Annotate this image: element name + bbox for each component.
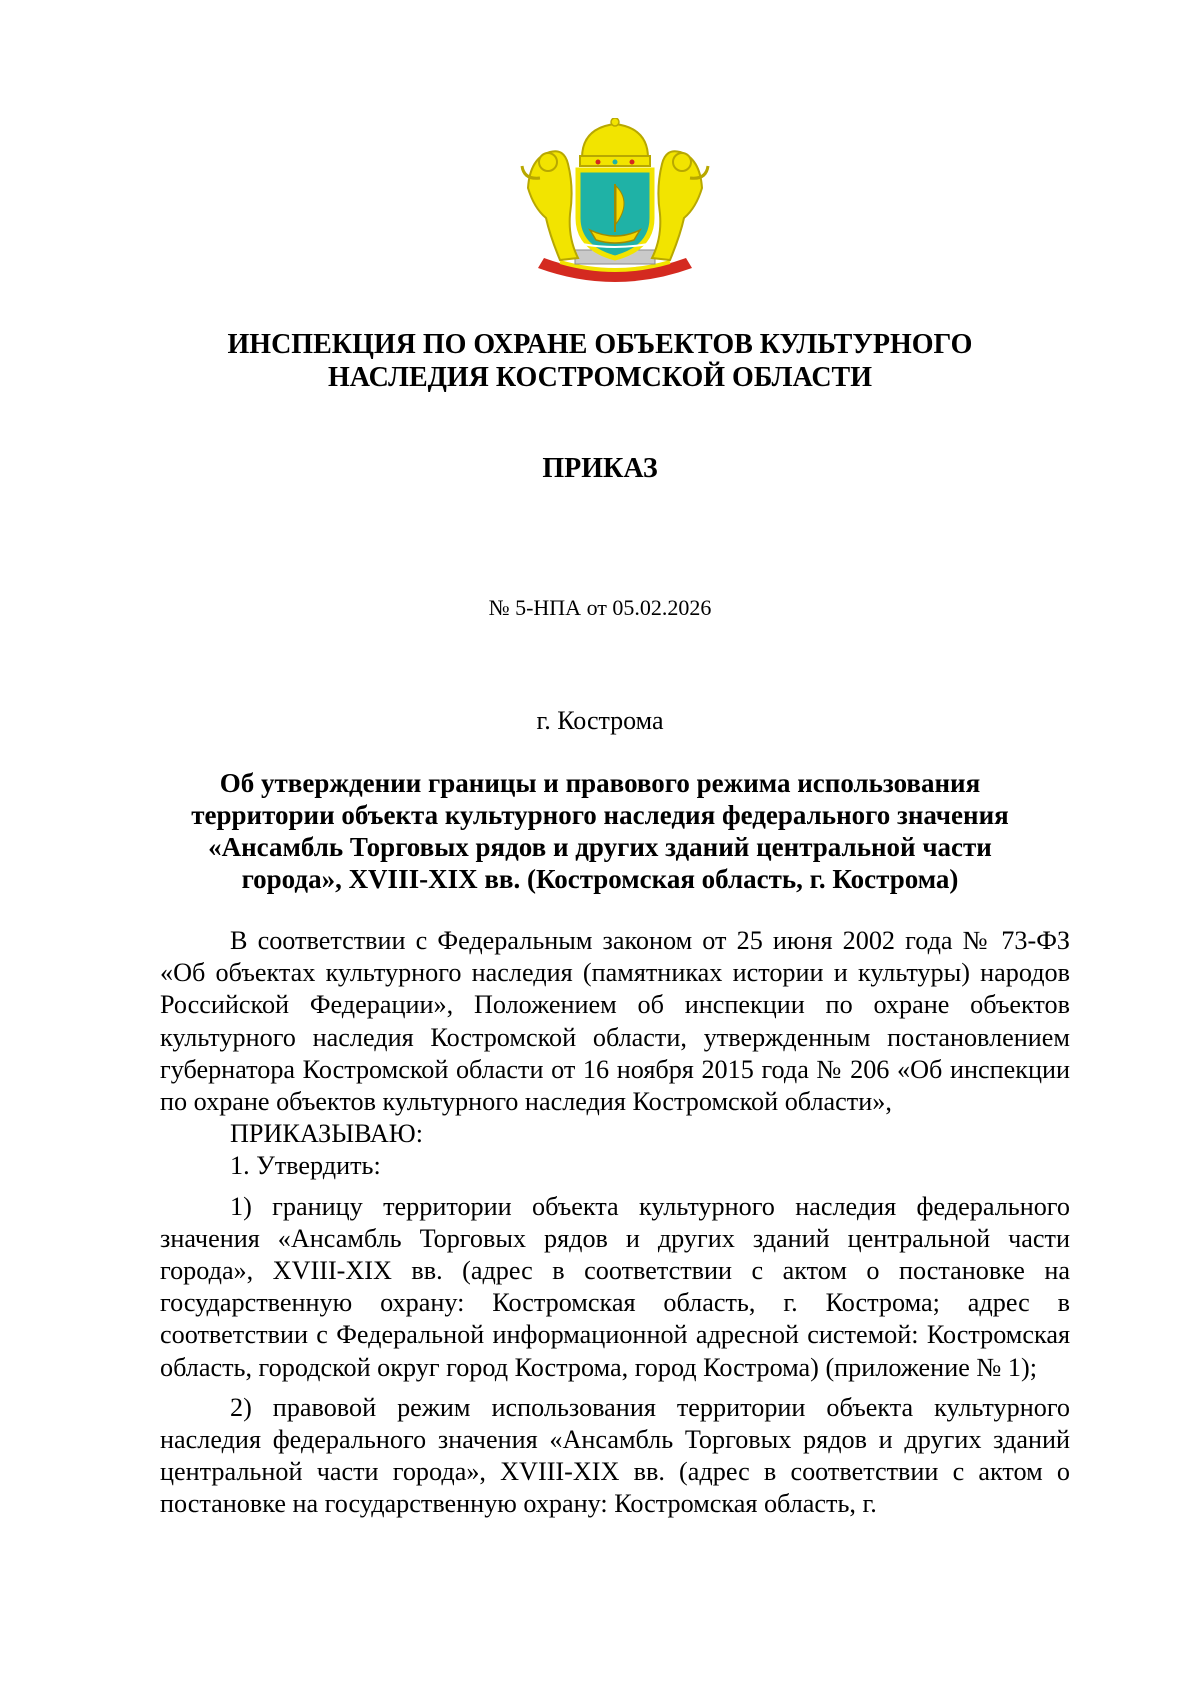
preamble-paragraph: В соответствии с Федеральным законом от 25 июня 2002 года № 73-ФЗ «Об объектах культурного наследия (памятниках истории и культуры) народов Российской Федерации», Положением об инспекции по охране объектов культурного наследия Костромской области, утвержденным постановлением губернатора Костромской области от 16 ноября 2015 года № 206 «Об инспекции по охране объектов культурного наследия Костромской области»,	[160, 926, 1070, 1117]
organization-name	[160, 328, 1040, 394]
subject-line-1: Об утверждении границы и правового режима использования	[219, 768, 981, 798]
order-number: № 5-НПА от 05.02.2026	[488, 595, 712, 620]
order-word: ПРИКАЗЫВАЮ:	[230, 1119, 423, 1149]
order-subject	[160, 767, 1040, 895]
organization-line-1: ИНСПЕКЦИЯ ПО ОХРАНЕ ОБЪЕКТОВ КУЛЬТУРНОГО	[227, 329, 973, 360]
organization-line-2: НАСЛЕДИЯ КОСТРОМСКОЙ ОБЛАСТИ	[327, 362, 873, 393]
subitem-1-boundary: 1) границу территории объекта культурного наследия федерального значения «Ансамбль Торговых рядов и других зданий центральной части города», XVIII-XIX вв. (адрес в соответствии с актом о постановке на государственную охрану: Костромская область, г. Кострома; адрес в соответствии с Федеральной информационной адресной системой: Костромская область, городской округ город Кострома, город Кострома) (приложение № 1);	[160, 1191, 1070, 1382]
subject-line-2: территории объекта культурного наследия федерального значения	[191, 800, 1009, 830]
document-type: ПРИКАЗ	[542, 453, 658, 484]
subitem-2-legal-regime: 2) правовой режим использования территории объекта культурного наследия федерального значения «Ансамбль Торговых рядов и других зданий центральной части города», XVIII-XIX вв. (адрес в соответствии с актом о постановке на государственную охрану: Костромская область, г.	[160, 1392, 1070, 1519]
item-1: 1. Утвердить:	[230, 1151, 381, 1181]
subject-line-3: «Ансамбль Торговых рядов и других зданий центральной части	[208, 832, 992, 862]
coat-of-arms-emblem	[520, 118, 710, 293]
order-body	[160, 925, 1070, 1521]
order-city: г. Кострома	[536, 706, 664, 735]
subject-line-4: города», XVIII-XIX вв. (Костромская область, г. Кострома)	[241, 864, 959, 894]
